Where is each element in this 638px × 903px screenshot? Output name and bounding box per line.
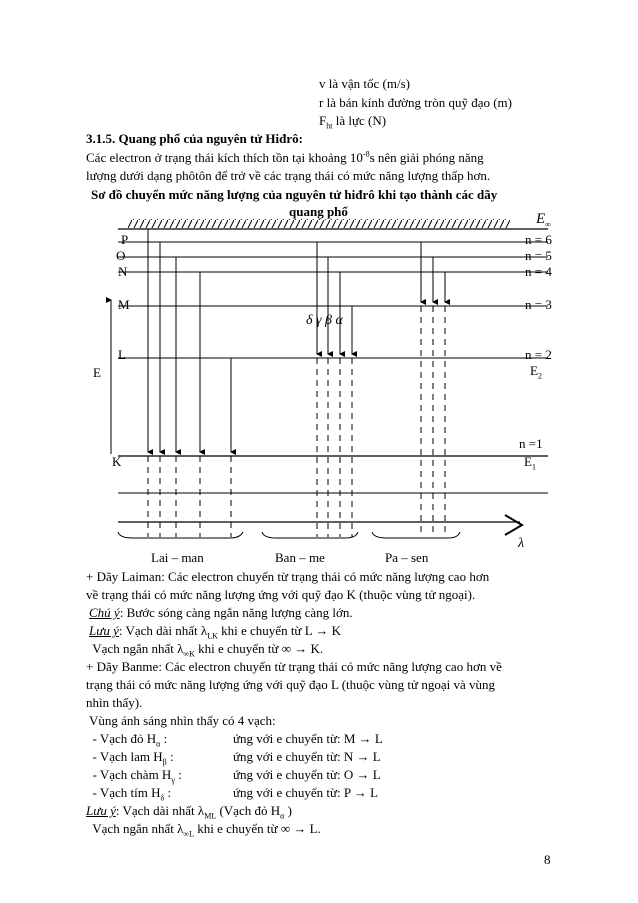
ionization-hatch (128, 219, 510, 228)
e-infinity-subscript: ∞ (545, 220, 551, 229)
h-alpha-subscript-2: α (280, 811, 285, 821)
lyman-desc-2: về trạng thái có mức năng lượng ứng với quỹ đạo K (thuộc vùng tử ngoại). (86, 587, 476, 602)
line-h-alpha-desc: ứng với e chuyển từ: M → L (233, 731, 383, 746)
force-subscript: ht (326, 121, 333, 131)
balmer-desc-1: + Dãy Banme: Các electron chuyển từ trạng thái có mức năng lượng cao hơn về (86, 659, 502, 674)
lambda-infk-subscript: ∞K (183, 649, 195, 659)
remark-label: Lưu ý (89, 623, 119, 638)
level-label-k: K (112, 454, 122, 469)
balmer-arrows (317, 242, 352, 354)
diagram-title-line-2: quang phổ (289, 204, 348, 219)
force-symbol: F (319, 113, 327, 128)
e2-subscript: 2 (537, 371, 542, 381)
line-h-gamma: - Vạch chàm $H_\gamma$ : (86, 767, 182, 785)
paschen-brace (372, 532, 460, 538)
energy-axis-label: E (93, 365, 101, 380)
intro-text-b: s nên giải phóng năng (369, 150, 484, 165)
diagram-title-line-1: Sơ đồ chuyển mức năng lượng của nguyên tử hiđrô khi tạo thành các dãy (91, 187, 498, 202)
lambda-ml-subscript: ML (204, 811, 217, 821)
lyman-dashes (148, 456, 231, 537)
lambda-infl-subscript: ∞L (183, 829, 194, 839)
page-number: 8 (544, 852, 551, 867)
note-text: : Bước sóng càng ngắn năng lượng càng lớn. (119, 605, 353, 620)
lambda-lk-subscript: LK (207, 631, 218, 641)
force-text: là lực (N) (332, 113, 387, 128)
paschen-dashes (421, 306, 445, 537)
line-h-gamma-desc: ứng với e chuyển từ: O → L (233, 767, 381, 782)
radius-definition: r là bán kính đường tròn quỹ đạo (m) (319, 95, 512, 110)
balmer-shortest: Vạch ngắn nhất $\lambda_{\infty L}$ khi e chuyển từ ∞ → L. (86, 821, 321, 839)
line-h-delta: - Vạch tím $H_\delta$ : (86, 785, 172, 803)
quantum-n4: n = 4 (525, 264, 552, 279)
e2-label: $E_2$ (530, 363, 542, 381)
line-h-beta: - Vạch lam $H_\beta$ : (86, 749, 174, 767)
intro-exponent: -8 (362, 149, 370, 159)
wavelength-arrowhead (505, 515, 522, 535)
visible-lines-heading: Vùng ánh sáng nhìn thấy có 4 vạch: (86, 713, 276, 728)
remark-label-2: Lưu ý (86, 803, 116, 818)
level-label-o: O (116, 248, 126, 263)
balmer-greek-labels: δ γ β α (306, 313, 343, 328)
quantum-n3: n = 3 (525, 297, 552, 312)
e1-subscript: 1 (531, 462, 536, 472)
quantum-n5: n = 5 (525, 248, 552, 263)
balmer-brace (262, 532, 358, 538)
note-label: Chú ý (89, 605, 120, 620)
quantum-n6: n = 6 (525, 232, 552, 247)
note-wavelength (89, 605, 353, 620)
line-h-delta-desc: ứng với e chuyển từ: P → L (233, 785, 379, 800)
h-beta-subscript: β (162, 757, 167, 767)
lyman-shortest: Vạch ngắn nhất $\lambda_{\infty K}$ khi e chuyển từ ∞ → K. (86, 641, 324, 659)
balmer-dashes (317, 358, 352, 537)
balmer-desc-2: trạng thái có mức năng lượng ứng với quỹ đạo L (thuộc vùng tử ngoại và vùng (86, 677, 495, 692)
level-label-m: M (118, 297, 130, 312)
level-label-p: P (121, 232, 129, 247)
series-label-balmer: Ban – me (275, 550, 325, 565)
lyman-desc-1: + Dãy Laiman: Các electron chuyển từ trạng thái có mức năng lượng cao hơn (86, 569, 490, 584)
intro-text-a: Các electron ở trạng thái kích thích tồn tại khoảng 10 (86, 150, 363, 165)
level-label-n: N (118, 264, 128, 279)
level-label-l: L (118, 347, 126, 362)
line-h-alpha: - Vạch đỏ $H_\alpha$ : (86, 731, 168, 749)
section-heading: 3.1.5. Quang phổ của nguyên tử Hiđrô: (86, 131, 303, 146)
velocity-definition: v là vận tốc (m/s) (319, 76, 410, 91)
h-delta-subscript: δ (160, 793, 165, 803)
series-label-lyman: Lai – man (151, 550, 204, 565)
quantum-n1: n =1 (519, 436, 543, 451)
series-label-paschen: Pa – sen (385, 550, 429, 565)
h-alpha-subscript: α (156, 739, 161, 749)
lyman-arrows (148, 229, 231, 452)
balmer-longest: Lưu ý: Vạch dài nhất $\lambda_{ML}$ (Vạch đỏ $H_\alpha$ ) (86, 803, 292, 821)
line-h-beta-desc: ứng với e chuyển từ: N → L (233, 749, 381, 764)
e-infinity-label: $E_\infty$ (536, 211, 551, 229)
e1-label: $E_1$ (524, 454, 536, 472)
quantum-n2: n = 2 (525, 347, 552, 362)
balmer-desc-3: nhìn thấy). (86, 695, 143, 710)
wavelength-label: λ (518, 536, 525, 551)
lyman-longest: Lưu ý: Vạch dài nhất $\lambda_{LK}$ khi e chuyển từ L → K (89, 623, 342, 641)
intro-line-2: lượng dưới dạng phôtôn để trở về các trạng thái có mức năng lượng thấp hơn. (86, 168, 491, 183)
lyman-brace (118, 532, 243, 538)
h-gamma-subscript: γ (171, 775, 175, 785)
